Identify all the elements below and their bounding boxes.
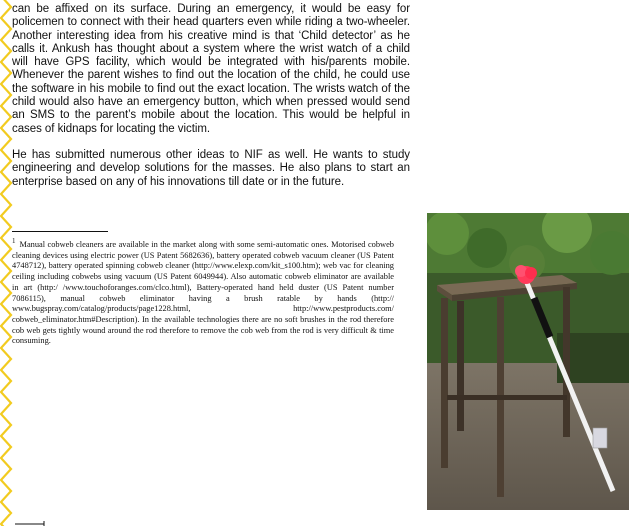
footnote-rule [12, 231, 108, 232]
footnote-text: Manual cobweb cleaners are available in the market along with some semi-automatic ones. Motorised cobweb cleaning devices using electric power (US Patent 5682636), battery operated cobweb vacuum cleaner (US Patent 4748712), battery operated spinning cobweb cleaner (http://www.elexp.com/kit_s100.htm); web vac for cleaning ceiling including cobwebs using vacuum (US Patent 6049944). Also automatic cobweb eliminator are available in art (http:/ /www.touchoforanges.com/clco.html), Battery-operated hand held duster (US Patent number 7086115), manual cobweb eliminator having a brush ratable by hands (http:// www.bugspray.com/catalog/products/page1228.html, http://www.pestproducts.com/ cobweb_eliminator.htm#Description). In the available technologies there are no soft brushes in the rod therefore cob web gets tightly wound around the rod therefore to remove the cob web from the rod is very difficult & time consuming. [12, 240, 394, 346]
body-paragraph-1: can be affixed on its surface. During an emergency, it would be easy for policemen to connect with their head quarters even while riding a two-wheeler. Another interesting idea from his creative mind is that ‘Child detector’ as he calls it. Ankush has thought about a system where the wrist watch of a child will have GPS facility, which would be integrated with his/parents mobile. Whenever the parent wishes to find out the location of the child, he could use the software in his mobile to find out the exact location. The wrists watch of the child would also have an emergency button, which when pressed would send an SMS to the parent’s mobile about the location. This would be helpful in cases of kidnaps for locating the victim. [12, 3, 410, 135]
cobweb-cleaner-photo [427, 213, 629, 510]
footnote-marker: 1 [12, 237, 16, 245]
footnote [12, 236, 394, 347]
body-paragraph-2: He has submitted numerous other ideas to NIF as well. He wants to study engineering and develop solutions for the masses. He also plans to start an enterprise based on any of his innovations till date or in the future. [12, 148, 410, 188]
page-mark [14, 521, 66, 526]
body-text [12, 3, 410, 189]
